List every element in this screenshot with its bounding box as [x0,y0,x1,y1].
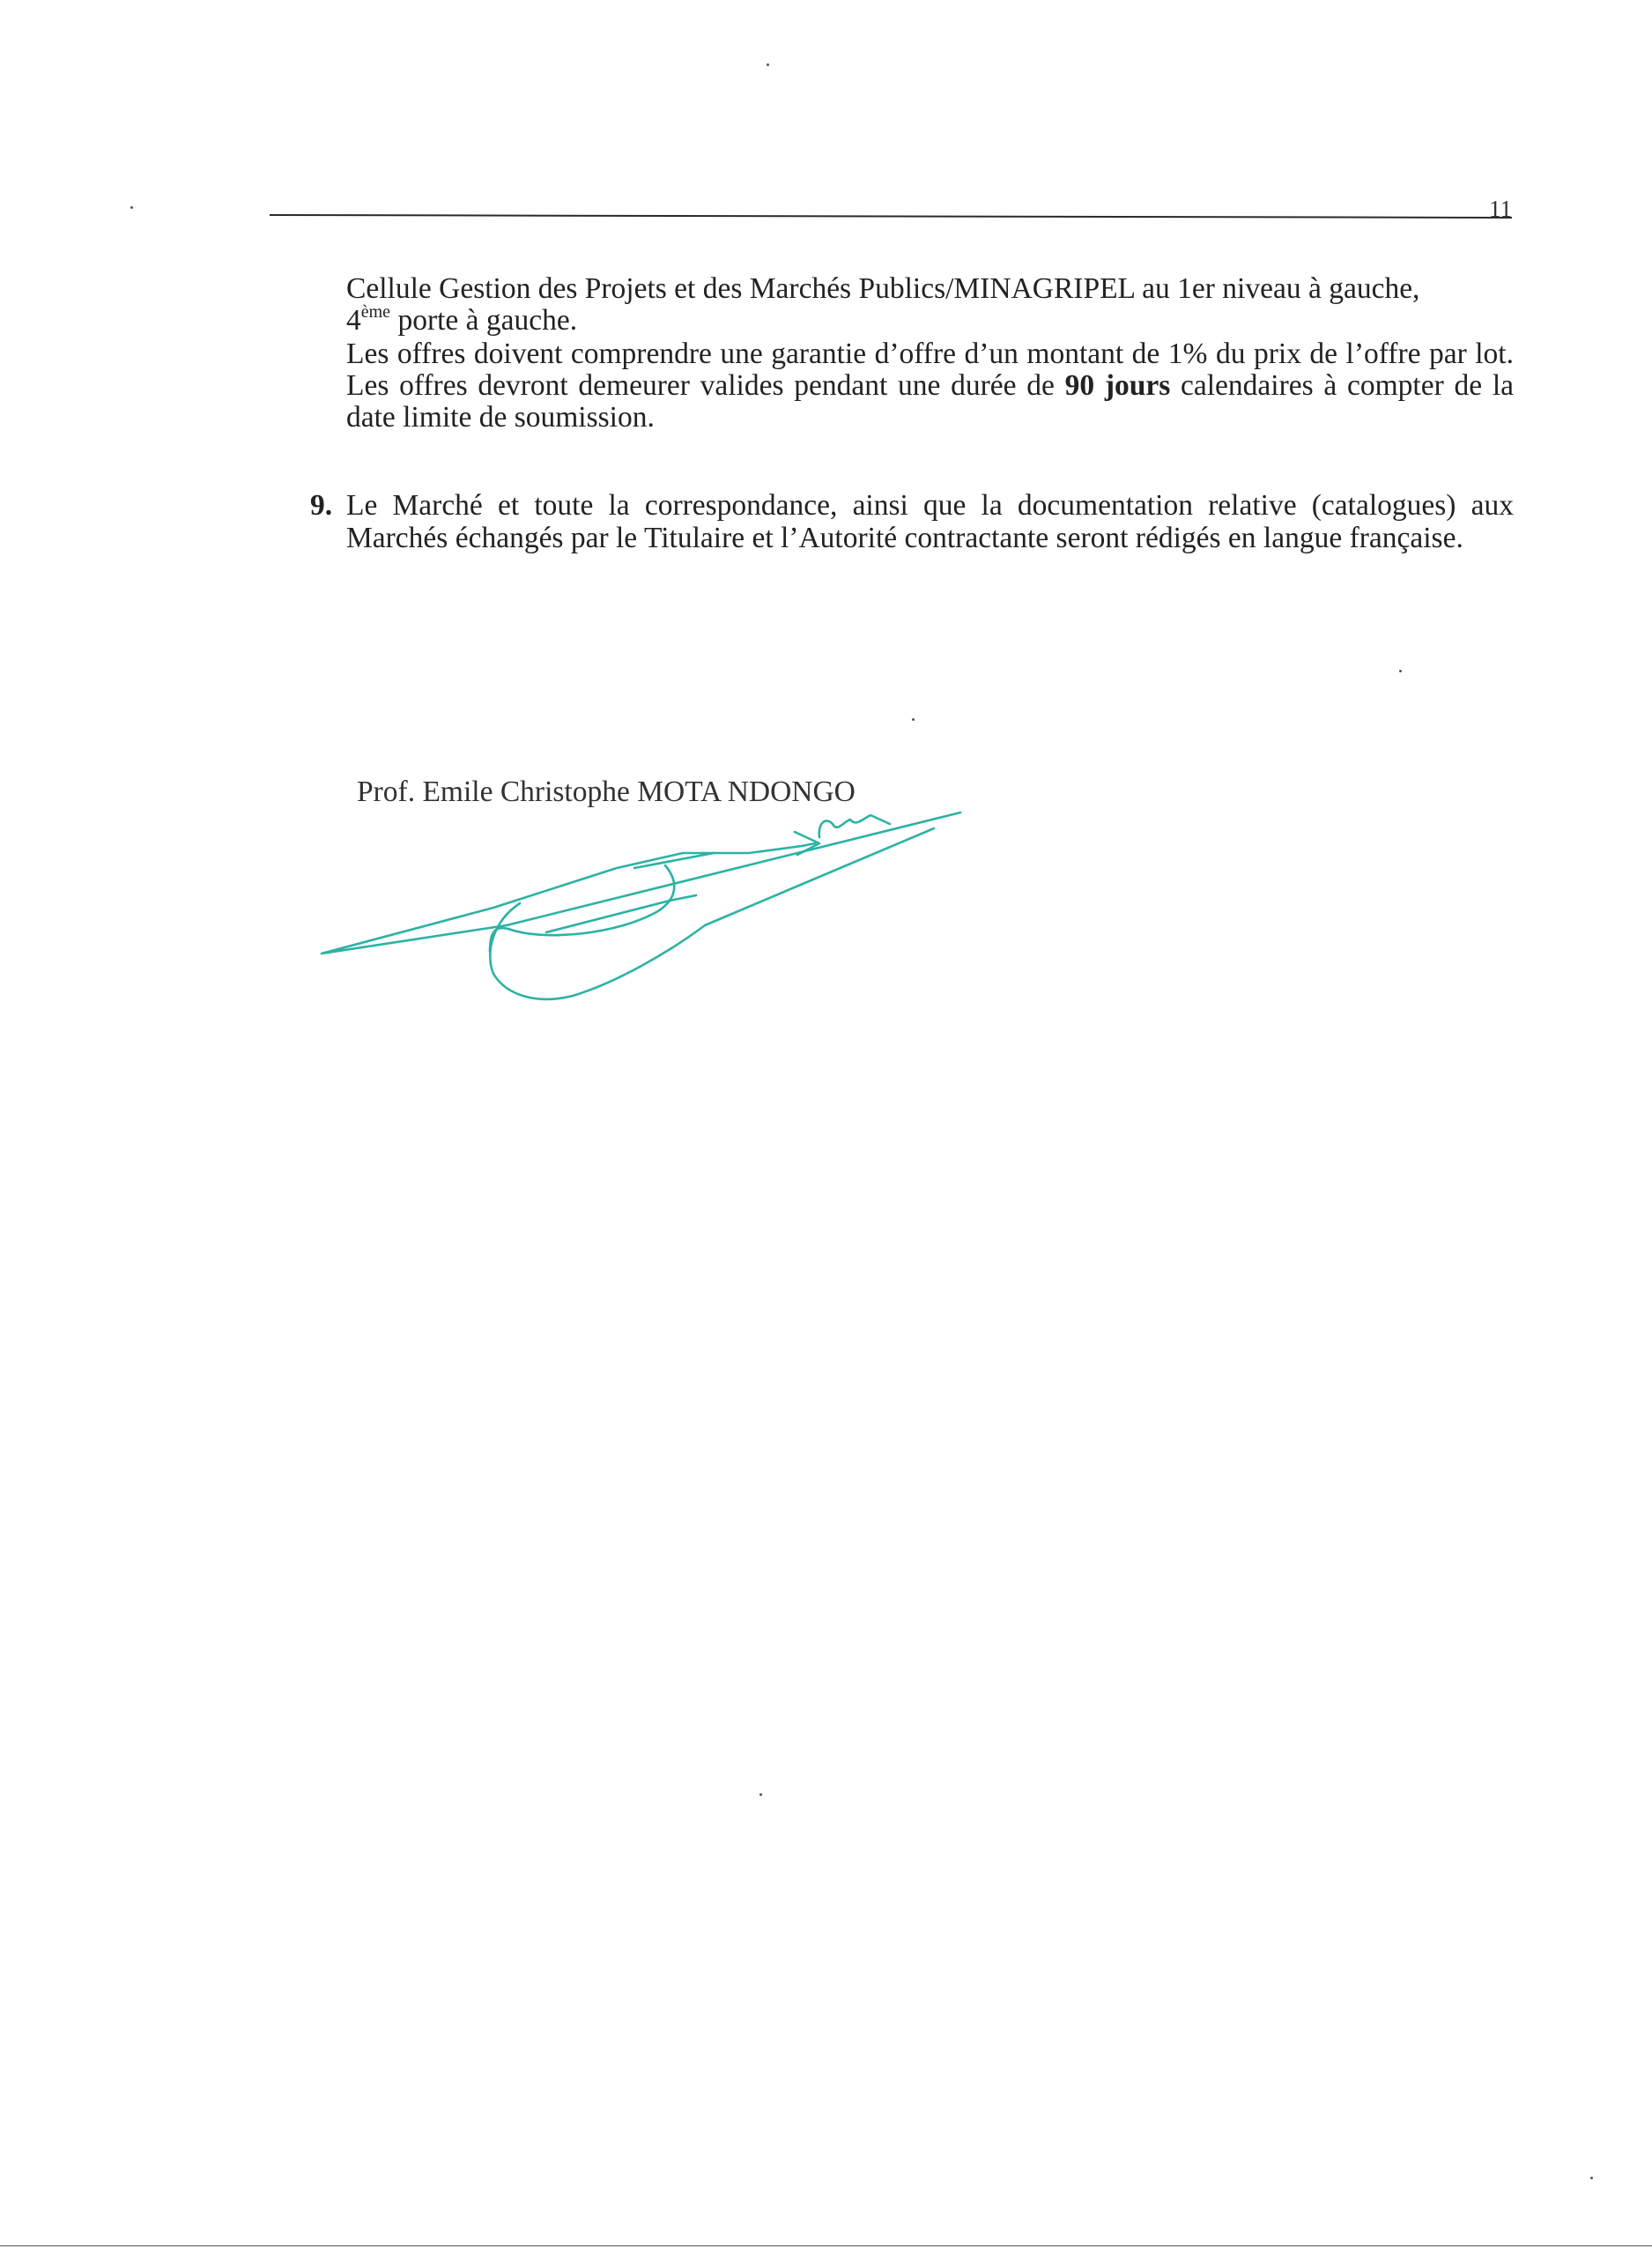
ordinal-suffix: ème [360,302,391,322]
paragraph-address [346,273,1514,337]
scan-speck [759,1793,762,1796]
header-rule [270,214,1512,219]
ordinal-number: 4 [346,304,361,337]
guarantee-text-before: Les offres doivent comprendre une garantie d’offre d’un montant de 1% du prix de l’offre par lot. Les offres devront demeurer valides pendant une durée de [346,338,1514,402]
scan-edge [0,2245,1652,2246]
scan-speck [767,63,769,66]
guarantee-text-after: calendaires à compter de la date limite de soumission. [346,369,1515,434]
scan-speck [1399,670,1402,672]
scan-speck [1590,2177,1593,2179]
signatory-name: Prof. Emile Christophe MOTA NDONGO [357,776,856,808]
seal-stamp [458,608,1410,1384]
address-line-2: porte à gauche. [390,304,578,337]
list-item-9 [310,489,1514,554]
validity-duration: 90 jours [1064,369,1171,402]
scan-speck [912,718,915,721]
item-text: Le Marché et toute la correspondance, ainsi que la documentation relative (catalogues) aux Marchés échangés par le Titulaire et l’Autorité contractante seront rédigés en langue française. [346,489,1514,554]
paragraph-guarantee [346,338,1514,434]
body-text [346,273,1514,434]
page-number: 11 [1489,196,1512,222]
address-line-1: Cellule Gestion des Projets et des Marchés Publics/MINAGRIPEL au 1er niveau à gauche, [346,272,1420,305]
scan-speck [130,206,133,209]
item-number: 9. [310,489,333,522]
